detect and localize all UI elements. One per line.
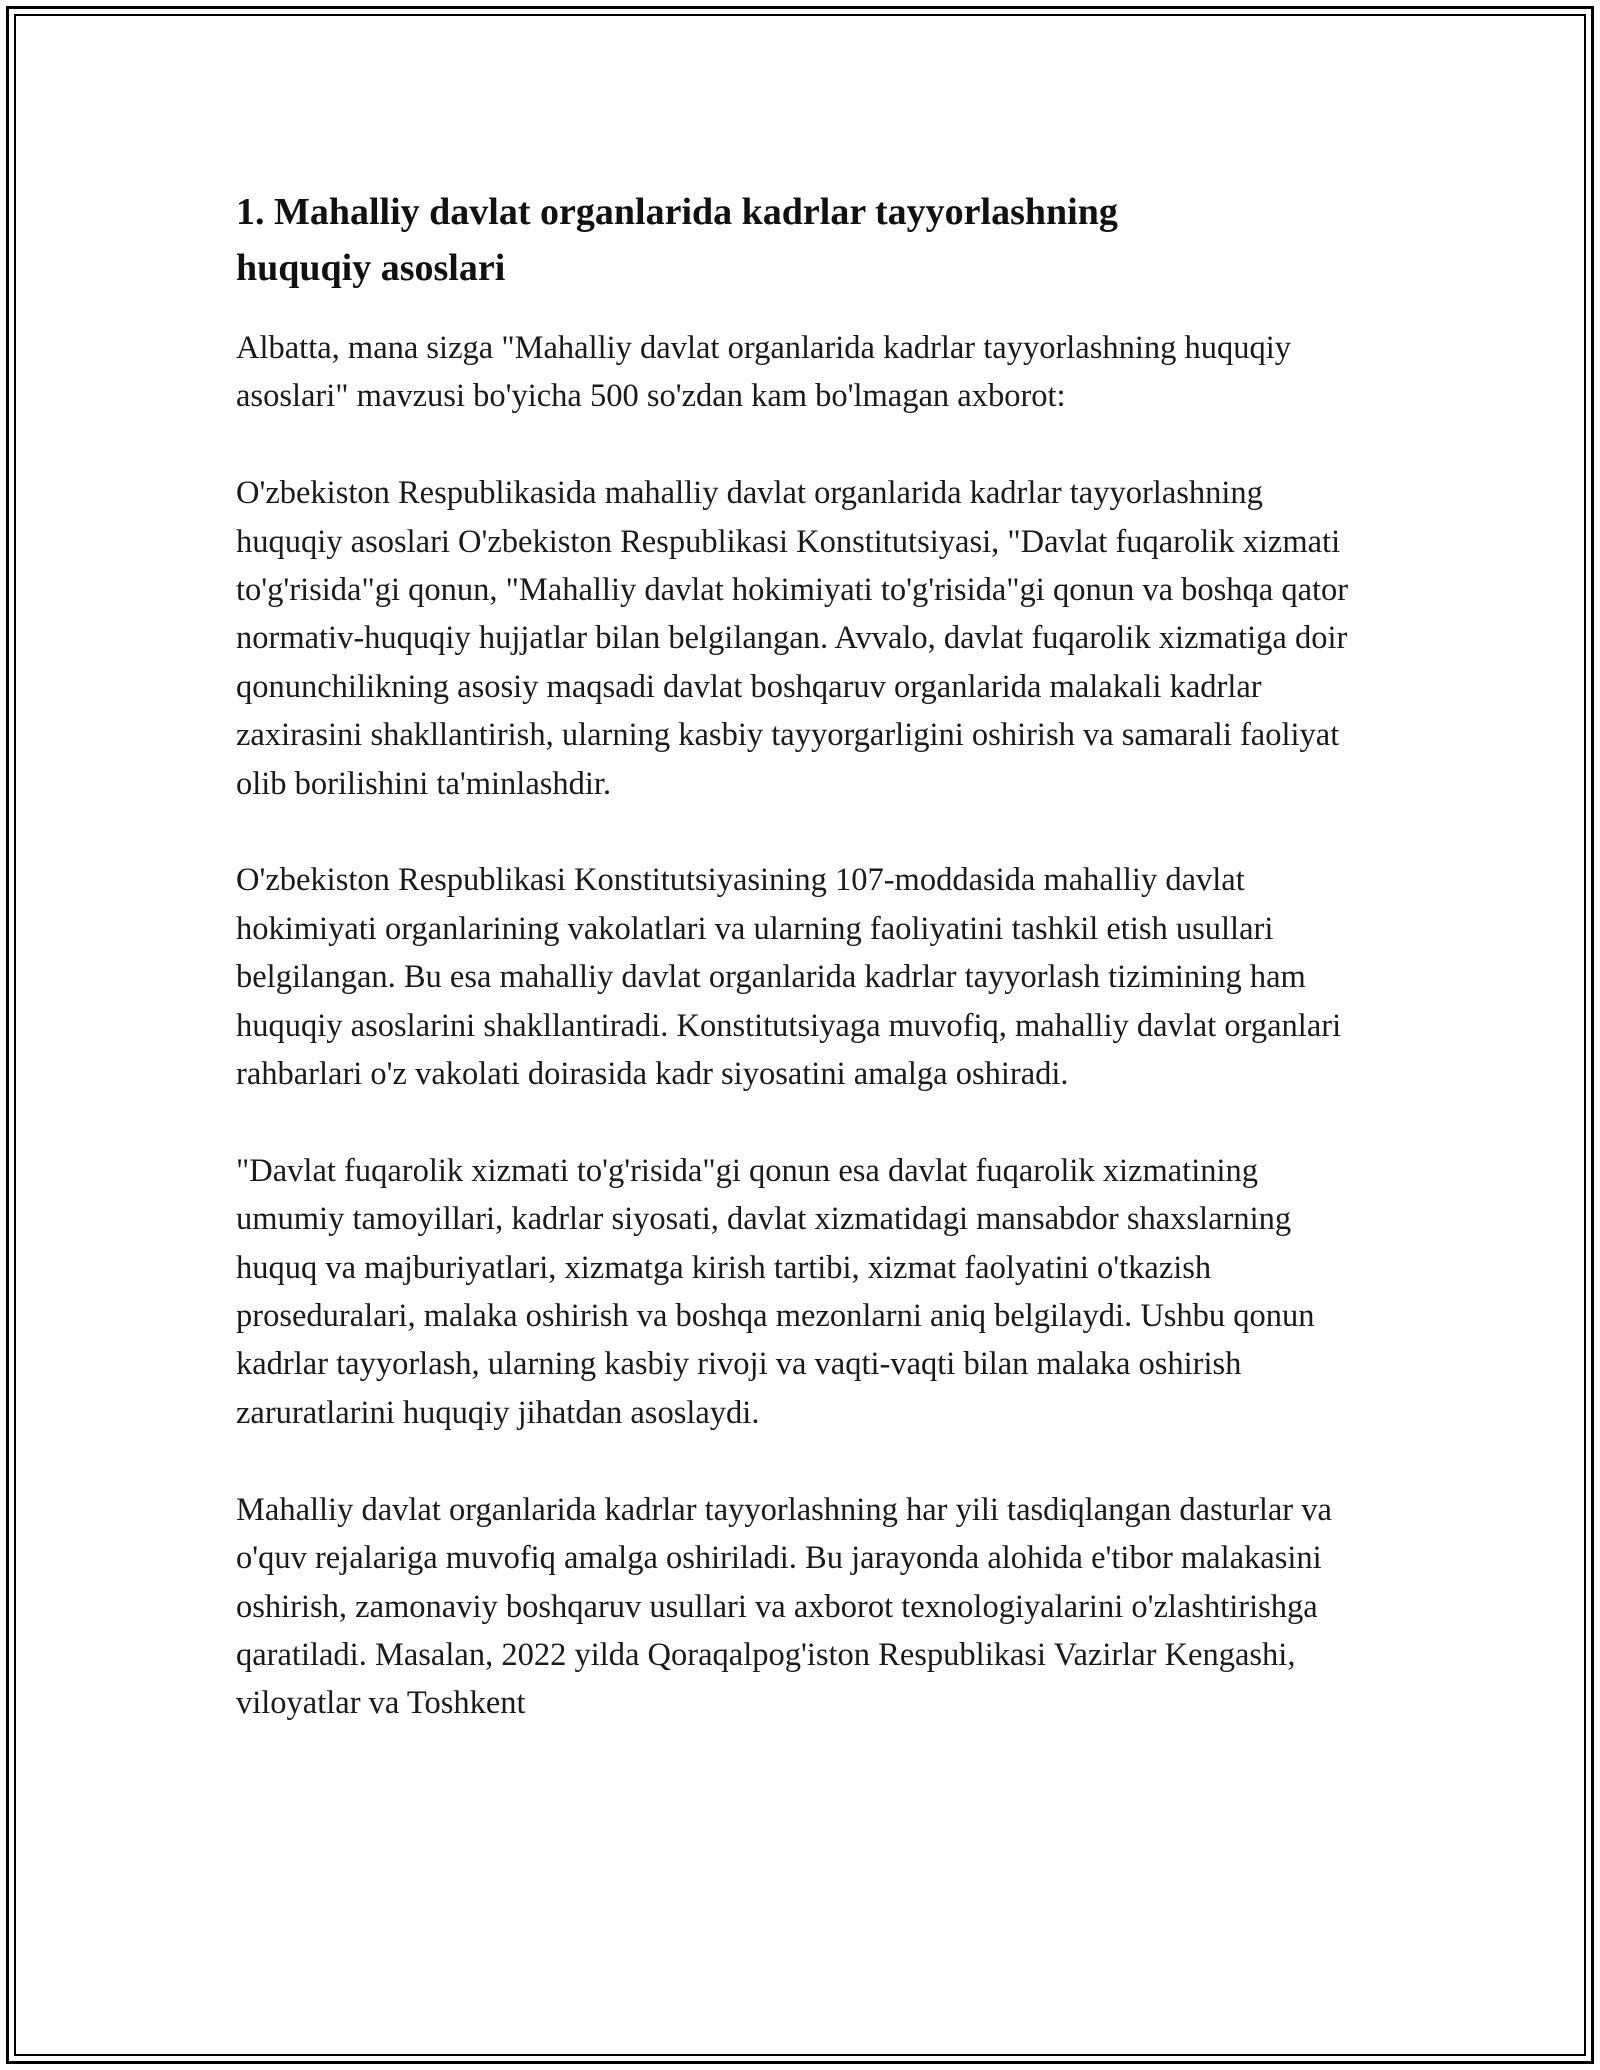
paragraph-legal-basis: O'zbekiston Respublikasida mahalliy davlat organlarida kadrlar tayyorlashning huquqiy asoslari O'zbekiston Respublikasi Konstitutsiyasi, "Davlat fuqarolik xizmati to'g'risida"gi qonun, "Mahalliy davlat hokimiyati to'g'risida"gi qonun va boshqa qator normativ-huquqiy hujjatlar bilan belgilangan. Avvalo, davlat fuqarolik xizmatiga doir qonunchilikning asosiy maqsadi davlat boshqaruv organlarida malakali kadrlar zaxirasini shakllantirish, ularning kasbiy tayyorgarligini oshirish va samarali faoliyat olib borilishini ta'minlashdir. — [236, 475, 1349, 802]
paragraph-constitution: O'zbekiston Respublikasi Konstitutsiyasining 107-moddasida mahalliy davlat hokimiyati organlarining vakolatlari va ularning faoliyatini tashkil etish usullari belgilangan. Bu esa mahalliy davlat organlarida kadrlar tayyorlash tizimining ham huquqiy asoslarini shakllantiradi. Konstitutsiyaga muvofiq, mahalliy davlat organlari rahbarlari o'z vakolati doirasida kadr siyosatini amalga oshiradi. — [236, 862, 1342, 1093]
document-body — [236, 184, 1366, 1728]
paragraph-civil-service-law: "Davlat fuqarolik xizmati to'g'risida"gi qonun esa davlat fuqarolik xizmatining umumiy tamoyillari, kadrlar siyosati, davlat xizmatidagi mansabdor shaxslarning huquq va majburiyatlari, xizmatga kirish tartibi, xizmat faolyatini o'tkazish proseduralari, malaka oshirish va boshqa mezonlarni aniq belgilaydi. Ushbu qonun kadrlar tayyorlash, ularning kasbiy rivoji va vaqti-vaqti bilan malaka oshirish zaruratlarini huquqiy jihatdan asoslaydi. — [236, 1152, 1315, 1431]
paragraph-intro: Albatta, mana sizga "Mahalliy davlat organlarida kadrlar tayyorlashning huquqiy asoslari" mavzusi bo'yicha 500 so'zdan kam bo'lmagan axborot: — [236, 330, 1292, 415]
section-heading-line-1: 1. Mahalliy davlat organlarida kadrlar tayyorlashning — [236, 191, 1118, 233]
section-heading-line-2: huquqiy asoslari — [236, 247, 506, 289]
section-heading — [236, 184, 1366, 296]
paragraph-training-programs: Mahalliy davlat organlarida kadrlar tayyorlashning har yili tasdiqlangan dasturlar va o'quv rejalariga muvofiq amalga oshiriladi. Bu jarayonda alohida e'tibor malakasini oshirish, zamonaviy boshqaruv usullari va axborot texnologiyalarini o'zlashtirishga qaratiladi. Masalan, 2022 yilda Qoraqalpog'iston Respublikasi Vazirlar Kengashi, viloyatlar va Toshkent — [236, 1491, 1332, 1722]
